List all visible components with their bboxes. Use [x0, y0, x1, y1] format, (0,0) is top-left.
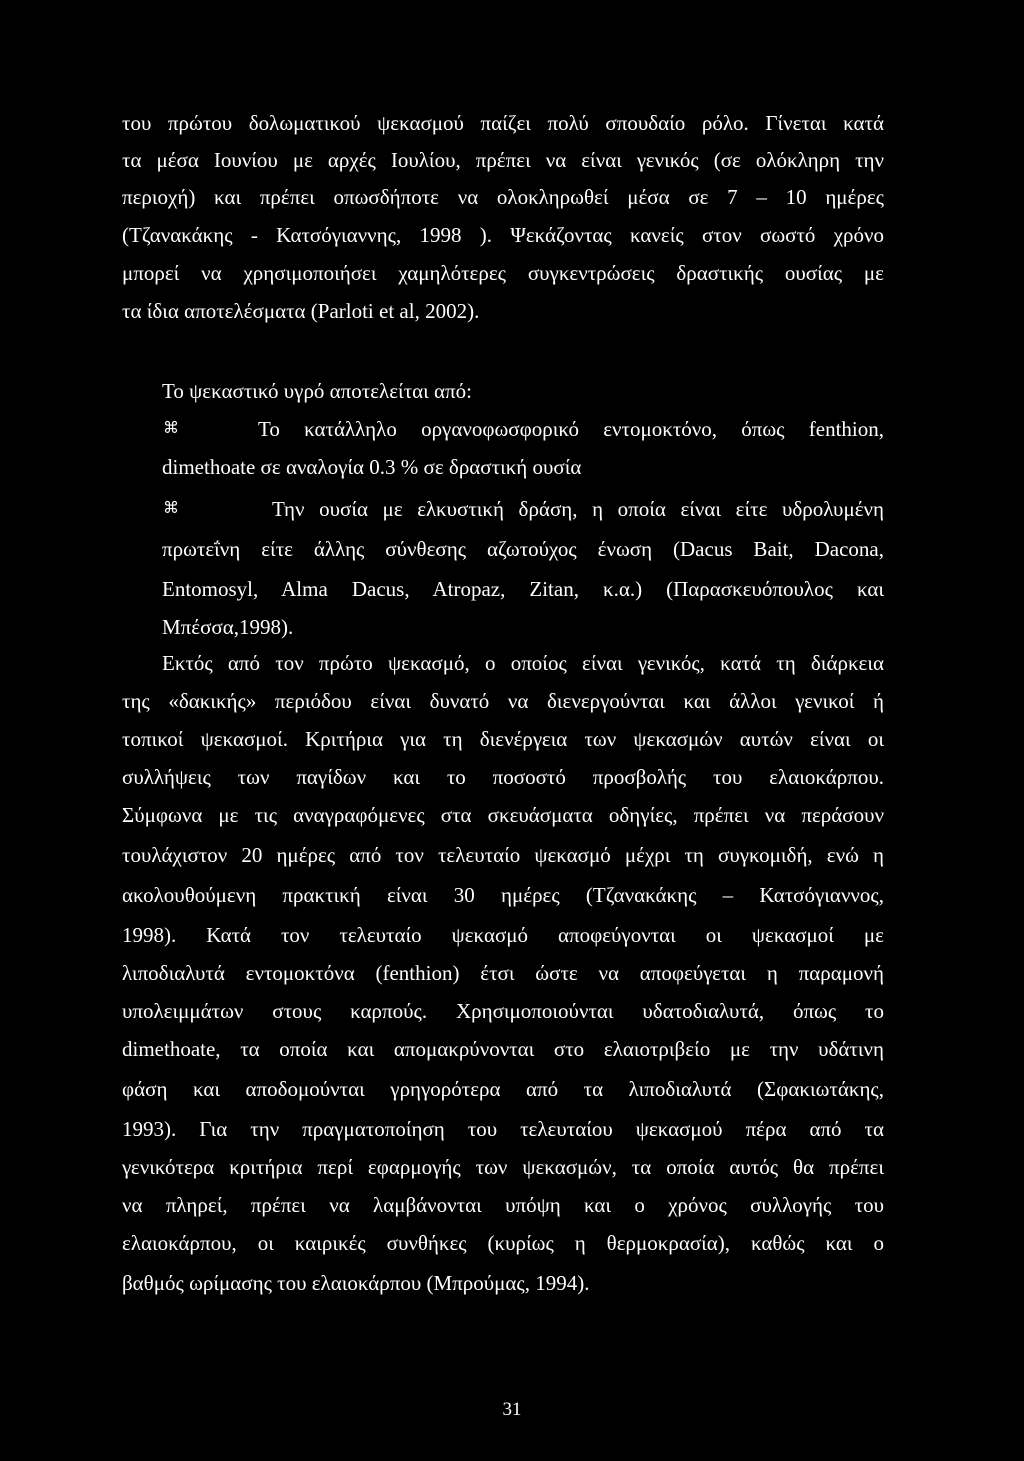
paragraph-2-line: βαθμός ωρίμασης του ελαιοκάρπου (Μπρούμας, 1994).	[122, 1271, 590, 1295]
paragraph-2-line: της «δακικής» περιόδου είναι δυνατό να διενεργούνται και άλλοι γενικοί ή	[122, 689, 884, 713]
paragraph-1-line: τα ίδια αποτελέσματα (Parloti et al, 2002).	[122, 299, 480, 323]
bullet-icon: ⌘	[163, 500, 179, 517]
paragraph-2-line: 1993). Για την πραγματοποίηση του τελευταίου ψεκασμού πέρα από τα	[122, 1117, 884, 1141]
paragraph-2-line: ακολουθούμενη πρακτική είναι 30 ημέρες (Τζανακάκης – Κατσόγιαννος,	[122, 883, 884, 907]
paragraph-2-line: λιποδιαλυτά εντομοκτόνα (fenthion) έτσι ώστε να αποφεύγεται η παραμονή	[122, 961, 884, 985]
paragraph-2-line: dimethoate, τα οποία και απομακρύνονται στο ελαιοτριβείο με την υδάτινη	[122, 1037, 884, 1061]
bullet-1-line: Το κατάλληλο οργανοφωσφορικό εντομοκτόνο, όπως fenthion,	[258, 417, 884, 441]
composition-intro: Το ψεκαστικό υγρό αποτελείται από:	[162, 379, 472, 403]
paragraph-2-line: συλλήψεις των παγίδων και το ποσοστό προσβολής του ελαιοκάρπου.	[122, 765, 884, 789]
paragraph-1-line: μπορεί να χρησιμοποιήσει χαμηλότερες συγκεντρώσεις δραστικής ουσίας με	[122, 261, 884, 285]
paragraph-1-line: (Τζανακάκης - Κατσόγιαννης, 1998 ). Ψεκάζοντας κανείς στον σωστό χρόνο	[122, 223, 884, 247]
paragraph-2-line: να πληρεί, πρέπει να λαμβάνονται υπόψη και ο χρόνος συλλογής του	[122, 1193, 884, 1217]
paragraph-2-line: ελαιοκάρπου, οι καιρικές συνθήκες (κυρίως η θερμοκρασία), καθώς και ο	[122, 1231, 884, 1255]
bullet-icon: ⌘	[163, 420, 179, 437]
paragraph-1-line: του πρώτου δολωματικού ψεκασμού παίζει πολύ σπουδαίο ρόλο. Γίνεται κατά	[122, 111, 884, 135]
paragraph-2-line: υπολειμμάτων στους καρπούς. Χρησιμοποιούνται υδατοδιαλυτά, όπως το	[122, 999, 884, 1023]
paragraph-2-line: Σύμφωνα με τις αναγραφόμενες στα σκευάσματα οδηγίες, πρέπει να περάσουν	[122, 803, 884, 827]
paragraph-2-line: τοπικοί ψεκασμοί. Κριτήρια για τη διενέργεια των ψεκασμών αυτών είναι οι	[122, 727, 884, 751]
bullet-2-line: πρωτεΐνη είτε άλλης σύνθεσης αζωτούχος ένωση (Dacus Bait, Dacona,	[162, 537, 884, 561]
paragraph-2-line: 1998). Κατά τον τελευταίο ψεκασμό αποφεύγονται οι ψεκασμοί με	[122, 923, 884, 947]
paragraph-1-line: τα μέσα Ιουνίου με αρχές Ιουλίου, πρέπει να είναι γενικός (σε ολόκληρη την	[122, 148, 884, 172]
bullet-2-line: Την ουσία με ελκυστική δράση, η οποία είναι είτε υδρολυμένη	[272, 497, 884, 521]
page-number: 31	[502, 1399, 522, 1420]
paragraph-2-line: τουλάχιστον 20 ημέρες από τον τελευταίο ψεκασμό μέχρι τη συγκομιδή, ενώ η	[122, 843, 884, 867]
bullet-1-line: dimethoate σε αναλογία 0.3 % σε δραστική ουσία	[162, 455, 582, 479]
paragraph-2-line: γενικότερα κριτήρια περί εφαρμογής των ψεκασμών, τα οποία αυτός θα πρέπει	[122, 1155, 884, 1179]
paragraph-2-line: φάση και αποδομούνται γρηγορότερα από τα λιποδιαλυτά (Σφακιωτάκης,	[122, 1077, 884, 1101]
bullet-2-line: Entomosyl, Alma Dacus, Atropaz, Zitan, κ.α.) (Παρασκευόπουλος και	[162, 577, 884, 601]
paragraph-2-line: Εκτός από τον πρώτο ψεκασμό, ο οποίος είναι γενικός, κατά τη διάρκεια	[162, 651, 884, 675]
paragraph-1-line: περιοχή) και πρέπει οπωσδήποτε να ολοκληρωθεί μέσα σε 7 – 10 ημέρες	[122, 185, 884, 209]
bullet-2-line: Μπέσσα,1998).	[162, 615, 294, 639]
